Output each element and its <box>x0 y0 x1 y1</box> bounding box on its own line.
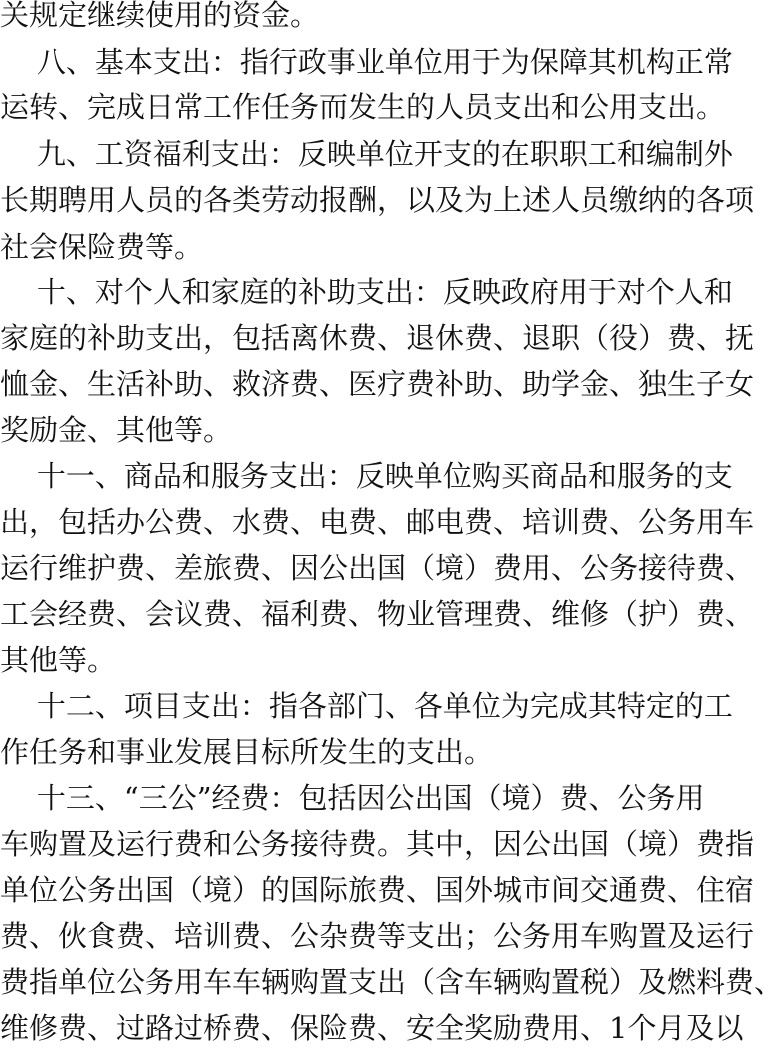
text-line: 十二、项目支出：指各部门、各单位为完成其特定的工 <box>0 689 733 723</box>
text-line: 十三、“三公”经费：包括因公出国（境）费、公务用 <box>0 781 705 815</box>
text-line: 出，包括办公费、水费、电费、邮电费、培训费、公务用车 <box>0 505 755 539</box>
text-line: 费指单位公务用车车辆购置支出（含车辆购置税）及燃料费、 <box>0 965 783 999</box>
text-line: 单位公务出国（境）的国际旅费、国外城市间交通费、住宿 <box>0 873 755 907</box>
text-line: 其他等。 <box>0 643 117 677</box>
text-line: 十、对个人和家庭的补助支出：反映政府用于对个人和 <box>0 275 733 309</box>
text-line: 家庭的补助支出，包括离休费、退休费、退职（役）费、抚 <box>0 321 755 355</box>
text-line: 九、工资福利支出：反映单位开支的在职职工和编制外 <box>0 137 733 171</box>
text-line: 八、基本支出：指行政事业单位用于为保障其机构正常 <box>0 45 733 79</box>
text-line: 恤金、生活补助、救济费、医疗费补助、助学金、独生子女 <box>0 367 755 401</box>
text-line: 运行维护费、差旅费、因公出国（境）费用、公务接待费、 <box>0 551 755 585</box>
text-line: 十一、商品和服务支出：反映单位购买商品和服务的支 <box>0 459 733 493</box>
text-line: 奖励金、其他等。 <box>0 413 233 447</box>
text-line: 社会保险费等。 <box>0 230 204 264</box>
text-line: 车购置及运行费和公务接待费。其中，因公出国（境）费指 <box>0 827 755 861</box>
text-line: 作任务和事业发展目标所发生的支出。 <box>0 735 494 769</box>
text-line: 费、伙食费、培训费、公杂费等支出；公务用车购置及运行 <box>0 919 755 953</box>
text-line: 运转、完成日常工作任务而发生的人员支出和公用支出。 <box>0 90 726 124</box>
text-line: 维修费、过路过桥费、保险费、安全奖励费用、1个月及以 <box>0 1011 744 1045</box>
text-line: 关规定继续使用的资金。 <box>0 0 320 32</box>
text-line: 工会经费、会议费、福利费、物业管理费、维修（护）费、 <box>0 597 755 631</box>
text-line: 长期聘用人员的各类劳动报酬，以及为上述人员缴纳的各项 <box>0 183 755 217</box>
